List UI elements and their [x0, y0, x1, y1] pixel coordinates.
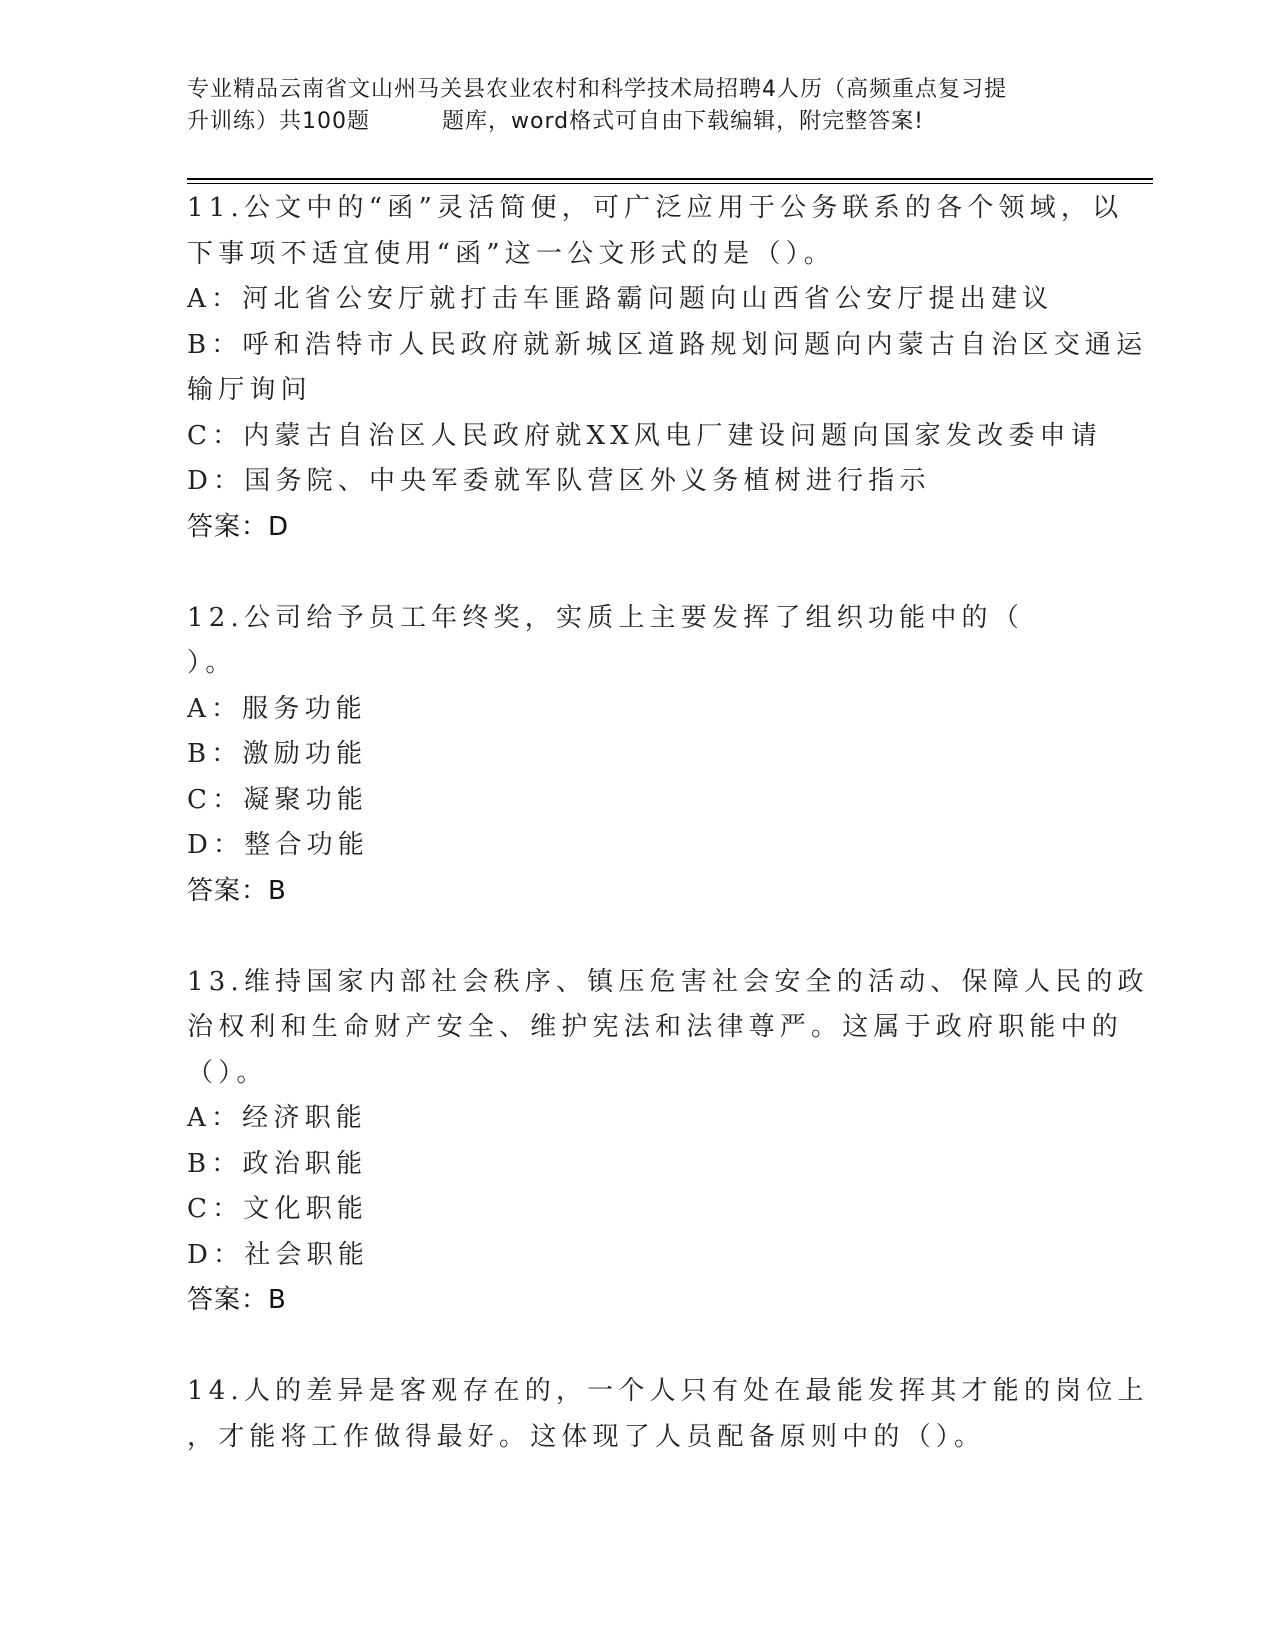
- answer-option: D：社会职能: [187, 1239, 370, 1270]
- header-line-2-left: 升训练）共100题: [187, 109, 370, 134]
- header-line-1: 专业精品云南省文山州马关县农业农村和科学技术局招聘4人历（高频重点复习提: [187, 77, 1007, 102]
- answer-option: D：国务院、中央军委就军队营区外义务植树进行指示: [187, 466, 931, 496]
- question-text-line: 14.人的差异是客观存在的，一个人只有处在最能发挥其才能的岗位上: [187, 1376, 1149, 1406]
- answer-option: B：呼和浩特市人民政府就新城区道路规划问题向内蒙古自治区交通运: [187, 329, 1148, 360]
- question-block: [187, 596, 1077, 915]
- answer-option: A：经济职能: [187, 1103, 367, 1133]
- answer-option: B：政治职能: [187, 1148, 368, 1179]
- answer-option: C：凝聚功能: [187, 784, 369, 815]
- question-spacer: [187, 914, 1077, 960]
- header-line-2: [187, 106, 1087, 138]
- answer-option: A：服务功能: [187, 693, 367, 724]
- answer-key: 答案：D: [187, 511, 290, 542]
- question-spacer: [187, 550, 1077, 596]
- answer-option: C：文化职能: [187, 1194, 369, 1224]
- header-rule-thin: [187, 183, 1153, 184]
- question-block: [187, 186, 1148, 550]
- question-text-line: ）。: [187, 648, 237, 678]
- question-text-line: 下事项不适宜使用“函”这一公文形式的是（）。: [187, 238, 835, 269]
- question-text-line: 13.维持国家内部社会秩序、镇压危害社会安全的活动、保障人民的政: [187, 966, 1149, 997]
- answer-option: A：河北省公安厅就打击车匪路霸问题向山西省公安厅提出建议: [187, 284, 1054, 314]
- question-spacer: [187, 1324, 1077, 1370]
- answer-key: 答案：B: [187, 1285, 287, 1315]
- question-text-line: 11.公文中的“函”灵活简便，可广泛应用于公务联系的各个领域，以: [187, 193, 1124, 223]
- header-line-2-right: 题库，word格式可自由下载编辑，附完整答案!: [442, 109, 924, 134]
- question-text-line: 12.公司给予员工年终奖，实质上主要发挥了组织功能中的（: [187, 602, 1024, 633]
- question-text-line: ，才能将工作做得最好。这体现了人员配备原则中的（）。: [187, 1421, 986, 1452]
- answer-option: D：整合功能: [187, 830, 370, 860]
- question-text-line: （）。: [187, 1057, 268, 1088]
- answer-key: 答案：B: [187, 875, 287, 906]
- question-block: [187, 960, 1149, 1324]
- answer-option: C：内蒙古自治区人民政府就XX风电厂建设问题向国家发改委申请: [187, 420, 1102, 451]
- question-list: [187, 186, 1149, 1460]
- answer-option: B：激励功能: [187, 739, 368, 769]
- answer-option: 输厅询问: [187, 375, 312, 405]
- document-header: [187, 74, 1087, 138]
- question-text-line: 治权利和生命财产安全、维护宪法和法律尊严。这属于政府职能中的: [187, 1012, 1124, 1042]
- header-rule-thick: [187, 178, 1153, 180]
- question-block: [187, 1369, 1149, 1460]
